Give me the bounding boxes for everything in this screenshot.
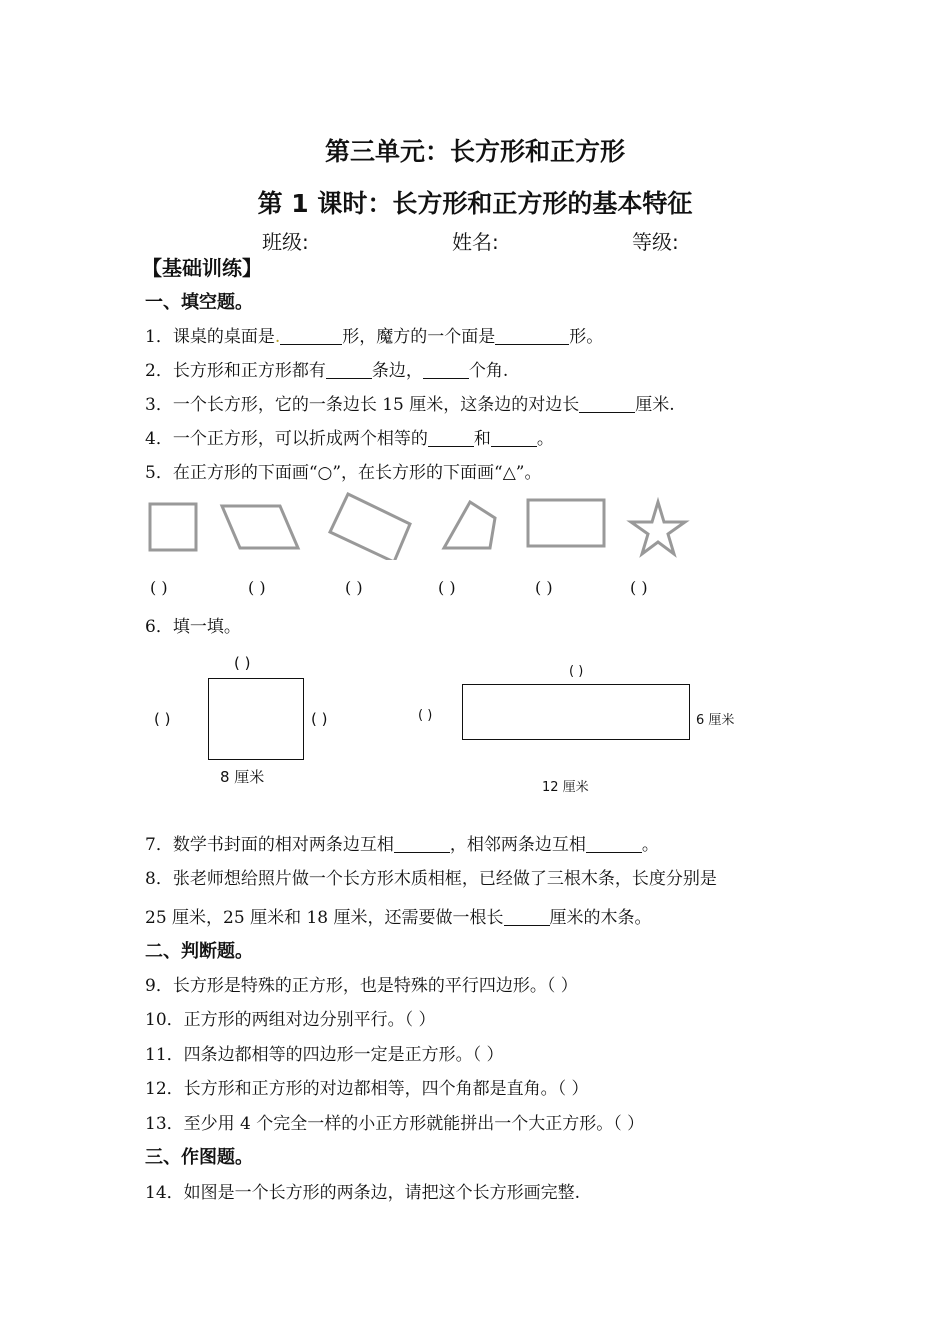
question-6: 6．填一填。 [145,617,241,637]
answer-paren-3[interactable]: ( ) [345,578,363,597]
square-top-blank[interactable]: ( ) [234,654,251,672]
shapes-figure [140,490,700,560]
fill-rectangle [462,684,690,740]
section-basic-training: 【基础训练】 [142,256,262,280]
question-1: 1．课桌的桌面是. 形，魔方的一个面是 形。 [145,327,604,347]
shape-rectangle [528,500,604,546]
question-8-line-2: 25 厘米，25 厘米和 18 厘米，还需要做一根长 厘米的木条。 [145,908,652,928]
answer-blank[interactable] [504,907,550,926]
class-label: 班级: [262,230,309,254]
shape-parallelogram [222,506,298,548]
grade-label: 等级: [632,230,679,254]
section-fill-blanks: 一、填空题。 [145,292,253,313]
question-3: 3．一个长方形，它的一条边长 15 厘米，这条边的对边长 厘米. [145,395,675,415]
section-drawing: 三、作图题。 [145,1147,253,1168]
question-8-line-1: 8．张老师想给照片做一个长方形木质相框，已经做了三根木条，长度分别是 [145,869,717,889]
answer-paren-4[interactable]: ( ) [438,578,456,597]
answer-blank[interactable] [495,326,569,345]
answer-paren-1[interactable]: ( ) [150,578,168,597]
answer-paren-2[interactable]: ( ) [248,578,266,597]
answer-blank[interactable] [423,360,469,379]
question-5: 5．在正方形的下面画“○”，在长方形的下面画“△”。 [145,463,542,483]
page-subtitle: 第 1 课时：长方形和正方形的基本特征 [257,189,693,218]
rect-right-label: 6 厘米 [696,713,735,728]
answer-blank[interactable] [428,428,474,447]
question-14: 14．如图是一个长方形的两条边，请把这个长方形画完整. [145,1183,581,1203]
square-bottom-label: 8 厘米 [220,768,265,786]
section-true-false: 二、判断题。 [145,941,253,962]
question-10: 10．正方形的两组对边分别平行。（ ） [145,1010,436,1030]
question-7: 7．数学书封面的相对两条边互相 ，相邻两条边互相 。 [145,835,659,855]
answer-blank[interactable] [394,834,450,853]
page-title: 第三单元：长方形和正方形 [324,137,625,166]
name-label: 姓名: [452,230,499,254]
square-left-blank[interactable]: ( ) [154,710,171,728]
rect-top-blank[interactable]: ( ) [569,664,584,679]
question-2: 2．长方形和正方形都有 条边， 个角. [145,361,509,381]
shape-square [150,504,196,550]
shape-quadrilateral [444,502,495,548]
question-4: 4．一个正方形，可以折成两个相等的 和 。 [145,429,554,449]
question-9: 9．长方形是特殊的正方形，也是特殊的平行四边形。（ ） [145,976,578,996]
question-12: 12．长方形和正方形的对边都相等，四个角都是直角。（ ） [145,1079,589,1099]
answer-blank[interactable] [586,834,642,853]
fill-square [208,678,304,760]
square-right-blank[interactable]: ( ) [311,710,328,728]
shape-star [631,502,685,554]
question-13: 13．至少用 4 个完全一样的小正方形就能拼出一个大正方形。（ ） [145,1114,645,1134]
answer-paren-6[interactable]: ( ) [630,578,648,597]
answer-blank[interactable] [326,360,372,379]
answer-blank[interactable] [280,326,342,345]
question-11: 11．四条边都相等的四边形一定是正方形。（ ） [145,1045,504,1065]
shape-tilted-rectangle [330,494,410,560]
answer-blank[interactable] [579,394,635,413]
answer-paren-5[interactable]: ( ) [535,578,553,597]
answer-blank[interactable] [491,428,537,447]
rect-left-blank[interactable]: ( ) [418,708,433,723]
rect-bottom-label: 12 厘米 [542,780,589,795]
